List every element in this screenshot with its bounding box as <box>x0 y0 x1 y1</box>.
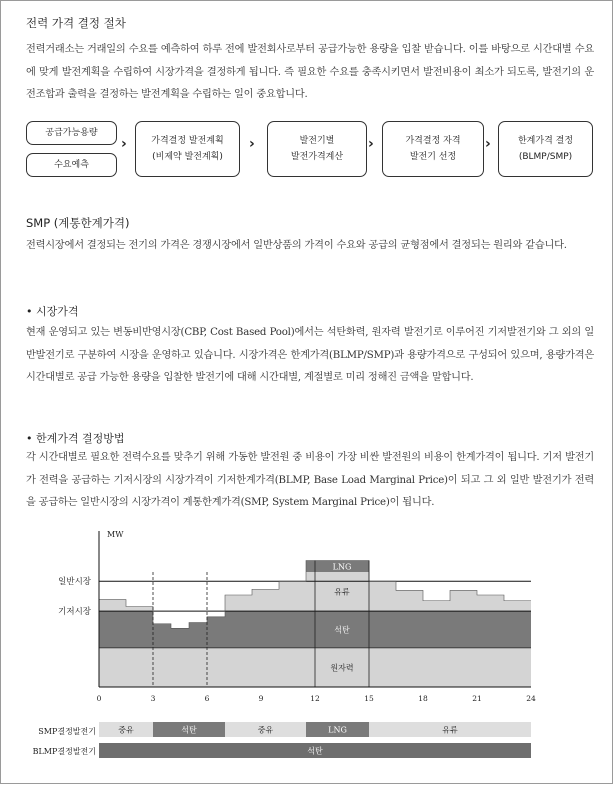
smp-segment-label: LNG <box>328 725 347 735</box>
demand-layer-bar <box>126 607 153 612</box>
x-tick-label: 0 <box>96 694 102 703</box>
demand-layer-bar <box>477 595 504 611</box>
smp-row-label: SMP결정발전기 <box>38 727 96 736</box>
flow-step-price-calc: 발전기별 발전가격계산 <box>267 121 367 177</box>
bullet-marginal-price: • 한계가격 결정방법 <box>26 432 125 445</box>
demand-layer-bar <box>189 623 207 648</box>
procedure-paragraph: 전력거래소는 거래일의 수요를 예측하여 하루 전에 발전회사로부터 공급가능한 용량을 입찰 받습니다. 이를 바탕으로 시간대별 수요에 맞게 발전계획을 수립하여 시장가격을 결정하게 됩니다. 즉 필요한 수요를 충족시키면서 발전비용이 최소가 되도록, 발전기의 운전조합과 출력을 결정하는 발전계획을 수립하는 일이 중요합니다. <box>26 44 594 100</box>
base-market-label: 기저시장 <box>58 607 91 618</box>
demand-layer-bar <box>396 590 423 611</box>
demand-layer-bar <box>504 611 531 648</box>
demand-layer-bar <box>153 624 171 648</box>
demand-layer-bar <box>423 601 450 611</box>
smp-segment-label: 중유 <box>257 725 274 735</box>
demand-layer-bar <box>126 648 153 687</box>
demand-layer-bar <box>99 648 126 687</box>
flow-arrow-icon: › <box>368 136 374 152</box>
demand-layer-bar <box>126 611 153 648</box>
demand-layer-bar <box>369 648 396 687</box>
flow-input-capacity: 공급가능용량 <box>26 121 117 145</box>
demand-layer-bar <box>279 648 306 687</box>
demand-layer-bar <box>504 648 531 687</box>
x-tick-label: 18 <box>418 694 428 703</box>
demand-layer-bar <box>423 611 450 648</box>
demand-layer-bar <box>279 581 306 611</box>
demand-layer-bar <box>423 648 450 687</box>
demand-layer-bar <box>171 628 189 648</box>
flow-step-dispatch-plan: 가격결정 발전계획 (비제약 발전계획) <box>135 121 240 177</box>
demand-layer-bar <box>450 611 477 648</box>
demand-layer-bar <box>225 611 252 648</box>
demand-layer-bar <box>153 648 171 687</box>
demand-layer-bar <box>225 648 252 687</box>
x-tick-label: 3 <box>150 694 156 703</box>
chart-ylabel: MW <box>107 530 124 539</box>
smp-segment-label: 유류 <box>442 725 458 735</box>
blmp-segment-label: 석탄 <box>307 746 323 756</box>
demand-layer-bar <box>99 600 126 612</box>
demand-layer-bar <box>252 589 279 611</box>
x-tick-label: 12 <box>310 694 320 703</box>
x-tick-label: 21 <box>472 694 482 703</box>
section-label-lng: LNG <box>332 562 352 572</box>
demand-layer-bar <box>207 648 225 687</box>
flow-step-eligible-select: 가격결정 자격 발전기 선정 <box>382 121 484 177</box>
demand-layer-bar <box>252 611 279 648</box>
demand-layer-bar <box>450 590 477 611</box>
demand-layer-bar <box>477 648 504 687</box>
demand-layer-bar <box>477 611 504 648</box>
flow-input-demand-forecast: 수요예측 <box>26 153 117 177</box>
demand-layer-bar <box>369 611 396 648</box>
section-label-coal: 석탄 <box>334 625 350 635</box>
section-title-smp: SMP (계통한계가격) <box>26 216 130 230</box>
flow-step-marginal-price: 한계가격 결정 (BLMP/SMP) <box>498 121 593 177</box>
flow-arrow-icon: › <box>121 136 127 152</box>
x-tick-label: 6 <box>204 694 210 703</box>
demand-layer-bar <box>396 611 423 648</box>
demand-layer-bar <box>189 648 207 687</box>
demand-layer-bar <box>396 648 423 687</box>
marginal-price-chart <box>1 525 614 765</box>
demand-layer-bar <box>252 648 279 687</box>
x-tick-label: 24 <box>526 694 536 703</box>
x-tick-label: 15 <box>364 694 374 703</box>
demand-layer-bar <box>171 648 189 687</box>
x-tick-label: 9 <box>258 694 264 703</box>
marginal-price-paragraph: 각 시간대별로 필요한 전력수요를 맞추기 위해 가동한 발전원 중 비용이 가장 비싼 발전원의 비용이 한계가격이 됩니다. 기저 발전기가 전력을 공급하는 기저시장의 시장가격이 기저한계가격(BLMP, Base Load Marginal Price)이 되고 그 외 일반 발전기가 전력을 공급하는 일반시장의 시장가격이 계통한계가격(SMP, System Marginal Price)이 됩니다. <box>26 452 594 508</box>
section-label-nuclear: 원자력 <box>330 663 354 673</box>
demand-layer-bar <box>450 648 477 687</box>
general-market-label: 일반시장 <box>58 577 91 588</box>
section-label-oil: 유류 <box>334 587 350 597</box>
demand-layer-bar <box>369 581 396 611</box>
smp-paragraph: 전력시장에서 결정되는 전기의 가격은 경쟁시장에서 일반상품의 가격이 수요와 공급의 균형점에서 결정되는 원리와 같습니다. <box>26 240 567 251</box>
smp-segment-label: 석탄 <box>181 725 197 735</box>
demand-layer-bar <box>279 611 306 648</box>
bullet-market-price: • 시장가격 <box>26 305 79 318</box>
section-title-price-procedure: 전력 가격 결정 절차 <box>26 16 126 30</box>
flow-arrow-icon: › <box>249 136 255 152</box>
demand-layer-bar <box>225 595 252 611</box>
demand-layer-bar <box>504 601 531 611</box>
demand-layer-bar <box>99 611 126 648</box>
demand-layer-bar <box>207 617 225 648</box>
blmp-row-label: BLMP결정발전기 <box>32 747 96 756</box>
smp-segment-label: 중유 <box>118 725 134 735</box>
market-price-paragraph: 현재 운영되고 있는 변동비반영시장(CBP, Cost Based Pool)에서는 석탄화력, 원자력 발전기로 이루어진 기저발전기와 그 외의 일반발전기로 구분하여 시장을 운영하고 있습니다. 시장가격은 한계가격(BLMP/SMP)과 용량가격으로 구성되어 있으며, 용량가격은 시간대별로 공급 가능한 용량을 입찰한 발전기에 대해 시간대별, 계절별로 미리 정해진 금액을 말합니다. <box>26 327 594 383</box>
flow-arrow-icon: › <box>485 136 491 152</box>
